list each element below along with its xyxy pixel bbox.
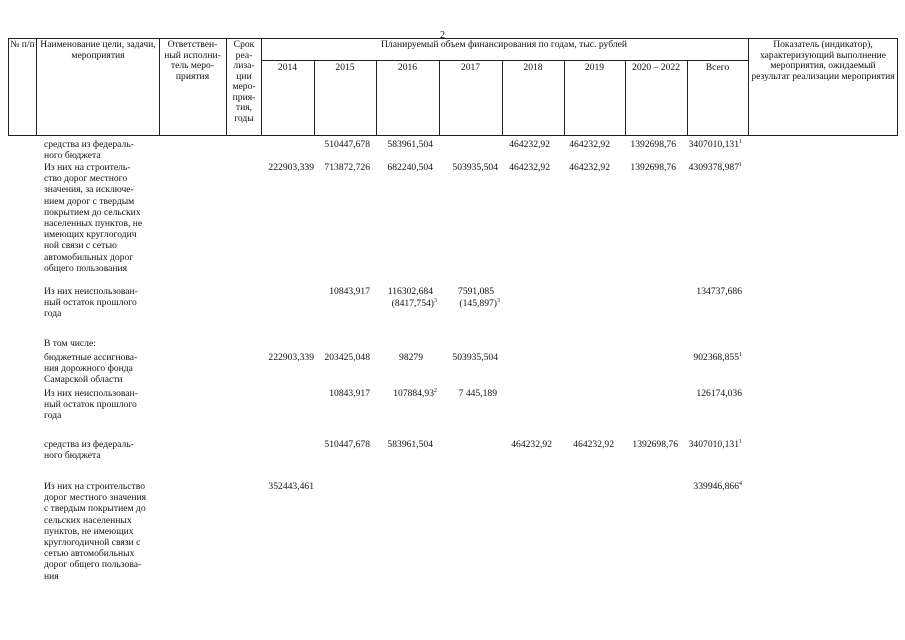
header-num: № п/п: [10, 39, 35, 50]
header-indicator: Показатель (индикатор), характеризующий выполнение мероприятия, ожидаемый результат реализации мероприятия: [751, 39, 895, 82]
row-label: средства из федераль- ного бюджета: [44, 439, 134, 462]
cell-2014: 222903,339: [268, 162, 314, 173]
header-year: 2019: [584, 62, 605, 73]
cell-2015: 510447,678: [324, 439, 370, 450]
cell-2017: 7591,085: [458, 286, 494, 297]
cell-2019: 464232,92: [573, 439, 614, 450]
header-year: 2014: [277, 62, 298, 73]
cell-2016: 682240,504: [387, 162, 433, 173]
cell-2018: 464232,92: [509, 162, 550, 173]
cell-2015: 10843,917: [329, 388, 370, 399]
cell-total: 339946,866$^4$: [693, 481, 742, 492]
row-label: Из них неиспользован- ный остаток прошлого года: [44, 286, 138, 320]
cell-2014: 352443,461: [268, 481, 314, 492]
cell-2016: 583961,504: [387, 439, 433, 450]
cell-2020-2022: 1392698,76: [630, 139, 676, 150]
cell-2019: 464232,92: [569, 139, 610, 150]
cell-2017: 503935,504: [452, 352, 498, 363]
header-year: 2018: [523, 62, 543, 73]
cell-2017: 7 445,189: [458, 388, 497, 399]
header-year: 2020 – 2022: [632, 62, 680, 73]
cell-total: 126174,036: [696, 388, 742, 399]
cell-2020-2022: 1392698,76: [632, 439, 678, 450]
cell-2015: 510447,678: [324, 139, 370, 150]
header-executor: Ответствен-ный исполни-тель меро-приятия: [164, 39, 221, 82]
cell-2015: 203425,048: [324, 352, 370, 363]
cell-2016: 583961,504: [387, 139, 433, 150]
cell-2018: 464232,92: [509, 139, 550, 150]
cell-2016: 116302,684: [387, 286, 433, 297]
header-financing: Планируемый объем финансирования по годам, тыс. рублей: [380, 39, 628, 50]
row-label: В том числе:: [44, 338, 96, 349]
cell-total: 134737,686: [696, 286, 742, 297]
row-label: бюджетные ассигнова- ния дорожного фонда Самарской области: [44, 352, 138, 386]
cell-2015: 10843,917: [329, 286, 370, 297]
cell-2017: 503935,504: [452, 162, 498, 173]
cell-2016: 98279: [399, 352, 423, 363]
cell-total: 3407010,131$^1$: [688, 139, 742, 150]
cell-2016-sub: $(8417,754)^3$: [391, 298, 437, 309]
header-year: 2017: [460, 62, 481, 73]
cell-2019: 464232,92: [569, 162, 610, 173]
header-term: Срок реа-лиза-ции меро-прия-тия, годы: [232, 39, 256, 124]
cell-2018: 464232,92: [511, 439, 552, 450]
header-year: Всего: [705, 62, 730, 73]
header-year: 2016: [397, 62, 418, 73]
row-label: Из них неиспользован- ный остаток прошлого года: [44, 388, 138, 422]
row-label: Из них на строитель- ство дорог местного значения, за исключе- нием дорог с твердым покрытием до сельских населенных пунктов, не имеющих круглогодич ной связи с сетью автомобильных дорог общего пользования: [44, 162, 143, 274]
header-year: 2015: [335, 62, 355, 73]
cell-total: 3407010,131$^1$: [688, 439, 742, 450]
cell-2016: 107884,93$^2$: [393, 388, 437, 399]
row-label: Из них на строительство дорог местного значения с твердым покрытием до сельских населенных пунктов, не имеющих круглогодичной связи с сетью автомобильных дорог общего пользова- ния: [44, 481, 147, 582]
cell-total: 902368,855$^1$: [693, 352, 742, 363]
header-name: Наименование цели, задачи, мероприятия: [40, 39, 156, 61]
page-number: 2: [440, 30, 445, 41]
cell-2017-sub: $(145,897)^3$: [459, 298, 500, 309]
row-label: средства из федераль- ного бюджета: [44, 139, 134, 162]
cell-2020-2022: 1392698,76: [630, 162, 676, 173]
cell-2014: 222903,339: [268, 352, 314, 363]
table-header: [8, 38, 898, 136]
cell-2015: 713872,726: [324, 162, 370, 173]
cell-total: 4309378,987$^1$: [688, 162, 742, 173]
